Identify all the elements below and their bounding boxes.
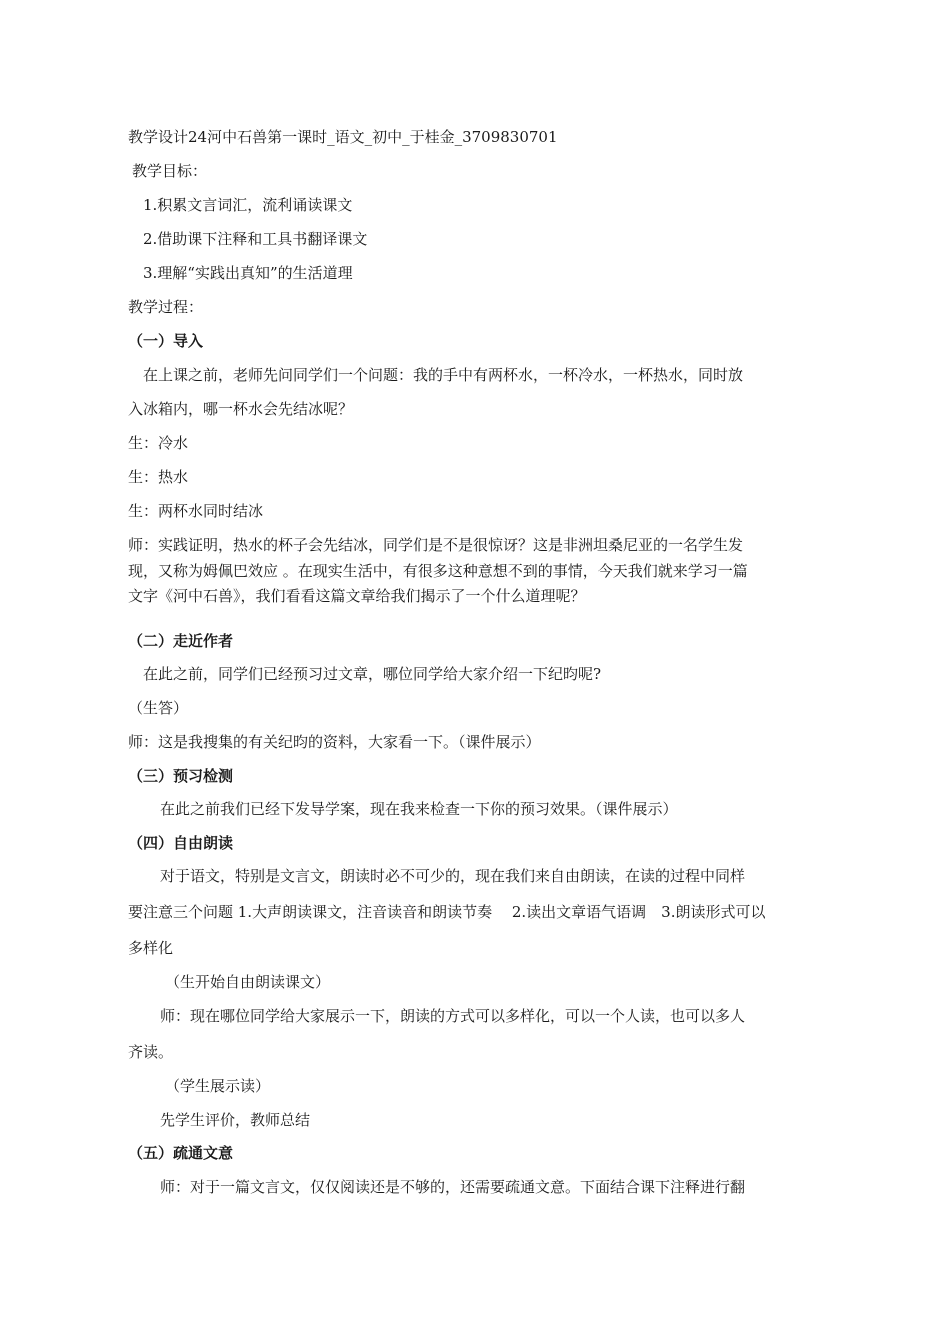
intro-paragraph-line-2: 入冰箱内，哪一杯水会先结冰呢？ [128, 400, 354, 418]
reading-paragraph-line-2: 要注意三个问题 1.大声朗读课文，注音读音和朗读节奏 2.读出文章语气语调 3.朗读形式可以 [128, 903, 766, 921]
author-teacher-remark: 师：这是我搜集的有关纪昀的资料，大家看一下。（课件展示） [128, 733, 541, 751]
goal-item-1: 1.积累文言词汇，流利诵读课文 [143, 196, 353, 214]
reading-summary: 先学生评价，教师总结 [160, 1111, 311, 1129]
author-paragraph: 在此之前，同学们已经预习过文章，哪位同学给大家介绍一下纪昀呢? [143, 665, 602, 683]
section-heading-author: （二）走近作者 [128, 632, 234, 650]
meaning-teacher-line-1: 师：对于一篇文言文，仅仅阅读还是不够的，还需要疏通文意。下面结合课下注释进行翻 [160, 1178, 746, 1196]
goal-item-2: 2.借助课下注释和工具书翻译课文 [143, 230, 368, 248]
reading-student-show: （学生展示读） [165, 1077, 271, 1095]
section-heading-preview: （三）预习检测 [128, 767, 234, 785]
document-title: 教学设计24河中石兽第一课时_语文_初中_于桂金_3709830701 [128, 128, 558, 146]
student-answer-3: 生：两杯水同时结冰 [128, 502, 264, 520]
section-heading-intro: （一）导入 [128, 332, 204, 350]
reading-paragraph-line-3: 多样化 [128, 939, 174, 957]
reading-teacher-line-1: 师：现在哪位同学给大家展示一下，朗读的方式可以多样化，可以一个人读，也可以多人 [160, 1007, 746, 1025]
teacher-remark-line-2: 现，又称为姆佩巴效应 。在现实生活中，有很多这种意想不到的事情，今天我们就来学习一篇 [128, 562, 748, 580]
teacher-remark-line-3: 文字《河中石兽》，我们看看这篇文章给我们揭示了一个什么道理呢？ [128, 587, 586, 605]
reading-paragraph-line-1: 对于语文，特别是文言文，朗读时必不可少的，现在我们来自由朗读，在读的过程中同样 [160, 867, 746, 885]
section-heading-meaning: （五）疏通文意 [128, 1144, 234, 1162]
intro-paragraph-line-1: 在上课之前，老师先问同学们一个问题：我的手中有两杯水，一杯冷水，一杯热水，同时放 [143, 366, 744, 384]
preview-paragraph: 在此之前我们已经下发导学案，现在我来检查一下你的预习效果。（课件展示） [160, 800, 678, 818]
goal-item-3: 3.理解“实践出真知”的生活道理 [143, 264, 353, 282]
student-answer-2: 生：热水 [128, 468, 189, 486]
reading-student-note: （生开始自由朗读课文） [165, 973, 331, 991]
author-student-answer: （生答） [128, 699, 189, 717]
student-answer-1: 生：冷水 [128, 434, 189, 452]
process-label: 教学过程： [128, 298, 204, 316]
goals-label: 教学目标： [132, 162, 208, 180]
teacher-remark-line-1: 师：实践证明，热水的杯子会先结冰，同学们是不是很惊讶？这是非洲坦桑尼亚的一名学生发 [128, 536, 744, 554]
section-heading-reading: （四）自由朗读 [128, 834, 234, 852]
reading-teacher-line-2: 齐读。 [128, 1043, 174, 1061]
